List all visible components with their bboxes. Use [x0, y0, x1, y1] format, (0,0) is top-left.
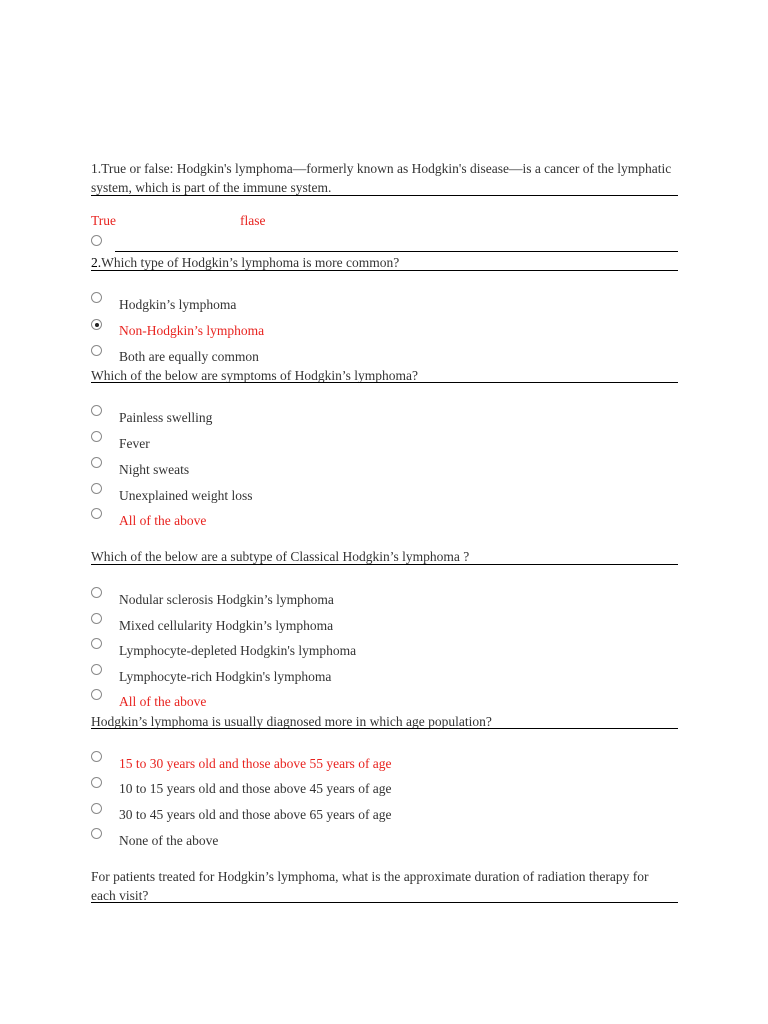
- answer-option: Night sweats: [119, 462, 190, 477]
- radio-button[interactable]: [91, 345, 102, 356]
- radio-button[interactable]: [91, 828, 102, 839]
- question-number: 1.: [91, 161, 102, 176]
- radio-button[interactable]: [91, 638, 102, 649]
- radio-button[interactable]: [91, 664, 102, 675]
- answer-option-correct: Non-Hodgkin’s lymphoma: [119, 323, 265, 338]
- radio-button[interactable]: [91, 751, 102, 762]
- answer-option: 30 to 45 years old and those above 65 years of age: [119, 807, 392, 822]
- radio-button[interactable]: [91, 235, 102, 246]
- question-number: 2.: [91, 255, 102, 270]
- answer-option: Both are equally common: [119, 349, 259, 364]
- option-false-label: flase: [240, 213, 266, 228]
- option-true-label: True: [91, 213, 117, 228]
- divider: [91, 382, 678, 383]
- question-text: Which of the below are symptoms of Hodgkin’s lymphoma?: [91, 368, 418, 383]
- question-6: [91, 867, 661, 905]
- answer-option: Mixed cellularity Hodgkin’s lymphoma: [119, 618, 334, 633]
- question-text: True or false: Hodgkin's lymphoma—formerly known as Hodgkin's disease—is a cancer of the lymphatic system, which is part of the immune system.: [91, 161, 672, 195]
- answer-option: Lymphocyte-depleted Hodgkin's lymphoma: [119, 643, 357, 658]
- radio-button[interactable]: [91, 508, 102, 519]
- answer-option: Painless swelling: [119, 410, 213, 425]
- answer-option: Lymphocyte-rich Hodgkin's lymphoma: [119, 669, 332, 684]
- answer-option: Fever: [119, 436, 150, 451]
- divider: [91, 195, 678, 196]
- question-text: Hodgkin’s lymphoma is usually diagnosed more in which age population?: [91, 714, 492, 729]
- radio-button[interactable]: [91, 431, 102, 442]
- divider: [115, 251, 678, 252]
- radio-button[interactable]: [91, 483, 102, 494]
- radio-button[interactable]: [91, 777, 102, 788]
- answer-option: 10 to 15 years old and those above 45 years of age: [119, 781, 392, 796]
- radio-button-selected[interactable]: [91, 319, 102, 330]
- answer-option: Hodgkin’s lymphoma: [119, 297, 237, 312]
- radio-button[interactable]: [91, 613, 102, 624]
- divider: [91, 564, 678, 565]
- divider: [91, 270, 678, 271]
- question-text: Which of the below are a subtype of Classical Hodgkin’s lymphoma ?: [91, 549, 470, 564]
- radio-button[interactable]: [91, 457, 102, 468]
- answer-option-correct: 15 to 30 years old and those above 55 years of age: [119, 756, 392, 771]
- answer-option-correct: All of the above: [119, 513, 207, 528]
- question-1: [91, 159, 681, 197]
- radio-button[interactable]: [91, 587, 102, 598]
- answer-option-correct: All of the above: [119, 694, 207, 709]
- answer-option: Unexplained weight loss: [119, 488, 253, 503]
- radio-button[interactable]: [91, 803, 102, 814]
- question-text: Which type of Hodgkin’s lymphoma is more common?: [101, 255, 400, 270]
- divider: [91, 902, 678, 903]
- radio-button[interactable]: [91, 405, 102, 416]
- answer-option: None of the above: [119, 833, 219, 848]
- radio-button[interactable]: [91, 292, 102, 303]
- question-text: For patients treated for Hodgkin’s lymphoma, what is the approximate duration of radiation therapy for each visit?: [91, 869, 649, 903]
- answer-option: Nodular sclerosis Hodgkin’s lymphoma: [119, 592, 334, 607]
- radio-button[interactable]: [91, 689, 102, 700]
- divider: [91, 728, 678, 729]
